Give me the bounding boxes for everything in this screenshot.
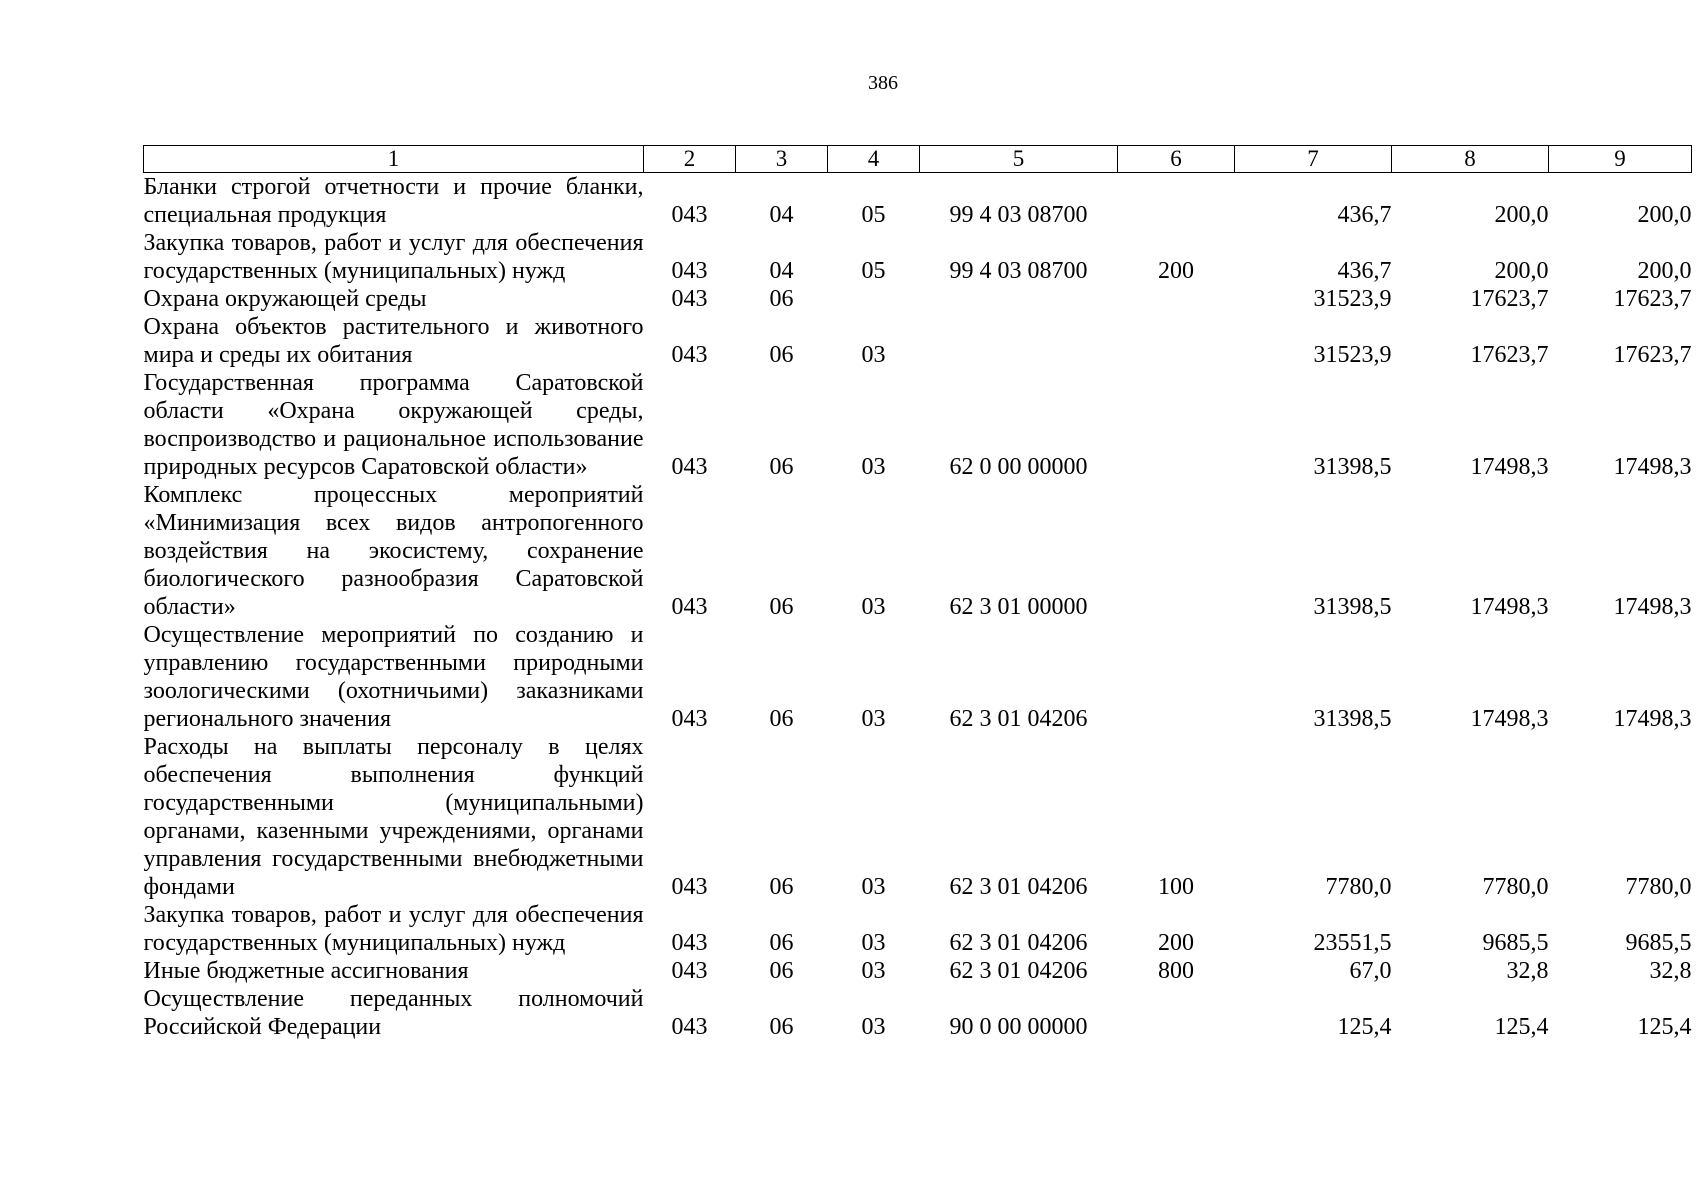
code-section: 06: [769, 1014, 794, 1040]
code-ministry: 043: [671, 930, 708, 956]
item-name: Закупка товаров, работ и услуг для обеспечения государственных (муниципальных) нужд: [143, 902, 644, 956]
amount-col7: 23551,5: [1313, 930, 1392, 956]
item-name: Закупка товаров, работ и услуг для обеспечения государственных (муниципальных) нужд: [143, 230, 644, 284]
amount-col7: 67,0: [1349, 958, 1392, 984]
amount-col7: 31523,9: [1313, 286, 1392, 312]
header-cell: 7: [1235, 146, 1392, 173]
amount-col9: 17623,7: [1613, 342, 1692, 368]
amount-col7: 436,7: [1337, 202, 1392, 228]
code-expense-type: [1118, 481, 1235, 621]
code-ministry: 043: [671, 258, 708, 284]
item-name: Государственная программа Саратовской области «Охрана окружающей среды, воспроизводство и рациональное использование природных ресурсов Саратовской области»: [143, 370, 644, 480]
code-expense-type: [1118, 985, 1235, 1041]
amount-col9: 17498,3: [1613, 706, 1692, 732]
code-expense-type: 800: [1158, 958, 1194, 984]
header-cell: 9: [1549, 146, 1692, 173]
amount-col8: 17498,3: [1470, 594, 1549, 620]
code-target-article: 62 3 01 04206: [949, 874, 1088, 900]
code-subsection: 03: [861, 342, 886, 368]
amount-col8: 7780,0: [1482, 874, 1549, 900]
header-row: [144, 146, 1692, 173]
table-row: [144, 481, 1692, 621]
amount-col7: 31398,5: [1313, 454, 1392, 480]
budget-table: [143, 145, 1692, 1041]
code-subsection: 05: [861, 258, 886, 284]
amount-col7: 436,7: [1337, 258, 1392, 284]
code-expense-type: [1118, 285, 1235, 313]
table-row: [144, 621, 1692, 733]
table-row: [144, 173, 1692, 230]
code-ministry: 043: [671, 1014, 708, 1040]
code-ministry: 043: [671, 202, 708, 228]
header-cell: 5: [920, 146, 1118, 173]
amount-col8: 32,8: [1506, 958, 1549, 984]
amount-col9: 32,8: [1649, 958, 1692, 984]
table-row: [144, 369, 1692, 481]
code-subsection: 03: [861, 874, 886, 900]
code-target-article: 62 3 01 04206: [949, 706, 1088, 732]
amount-col8: 9685,5: [1482, 930, 1549, 956]
amount-col7: 31398,5: [1313, 706, 1392, 732]
table-row: [144, 985, 1692, 1041]
amount-col9: 9685,5: [1625, 930, 1692, 956]
code-ministry: 043: [671, 594, 708, 620]
amount-col8: 17623,7: [1470, 286, 1549, 312]
code-target-article: 90 0 00 00000: [949, 1014, 1088, 1040]
amount-col9: 200,0: [1637, 202, 1692, 228]
header-cell: 2: [644, 146, 736, 173]
code-target-article: 99 4 03 08700: [949, 258, 1088, 284]
amount-col9: 17623,7: [1613, 286, 1692, 312]
code-section: 06: [769, 958, 794, 984]
amount-col7: 31523,9: [1313, 342, 1392, 368]
code-expense-type: [1118, 369, 1235, 481]
header-cell: 4: [828, 146, 920, 173]
table-body: [144, 173, 1692, 1042]
header-cell: 8: [1392, 146, 1549, 173]
code-subsection: 03: [861, 930, 886, 956]
code-expense-type: [1118, 313, 1235, 369]
code-section: 06: [769, 594, 794, 620]
code-target-article: [920, 285, 1118, 313]
amount-col8: 17498,3: [1470, 706, 1549, 732]
amount-col8: 200,0: [1494, 202, 1549, 228]
table-row: [144, 285, 1692, 313]
code-section: 06: [769, 930, 794, 956]
code-subsection: 03: [861, 706, 886, 732]
code-subsection: 05: [861, 202, 886, 228]
table-row: [144, 313, 1692, 369]
table-row: [144, 901, 1692, 957]
amount-col8: 125,4: [1494, 1014, 1549, 1040]
code-target-article: 62 3 01 04206: [949, 930, 1088, 956]
code-section: 06: [769, 454, 794, 480]
code-target-article: 62 0 00 00000: [949, 454, 1088, 480]
code-section: 06: [769, 706, 794, 732]
code-ministry: 043: [671, 286, 708, 312]
code-expense-type: 100: [1158, 874, 1194, 900]
amount-col7: 7780,0: [1325, 874, 1392, 900]
code-subsection: [828, 285, 920, 313]
header-cell: 1: [144, 146, 644, 173]
amount-col9: 200,0: [1637, 258, 1692, 284]
code-subsection: 03: [861, 1014, 886, 1040]
item-name: Охрана окружающей среды: [143, 286, 427, 312]
code-target-article: 62 3 01 00000: [949, 594, 1088, 620]
code-subsection: 03: [861, 454, 886, 480]
code-ministry: 043: [671, 454, 708, 480]
code-expense-type: [1118, 621, 1235, 733]
item-name: Осуществление переданных полномочий Российской Федерации: [143, 986, 644, 1040]
code-ministry: 043: [671, 874, 708, 900]
amount-col9: 125,4: [1637, 1014, 1692, 1040]
table-row: [144, 733, 1692, 901]
item-name: Бланки строгой отчетности и прочие бланки, специальная продукция: [143, 174, 644, 228]
table-row: [144, 957, 1692, 985]
amount-col8: 200,0: [1494, 258, 1549, 284]
code-section: 06: [769, 874, 794, 900]
item-name: Охрана объектов растительного и животного мира и среды их обитания: [143, 314, 644, 368]
item-name: Осуществление мероприятий по созданию и управлению государственными природными зоологическими (охотничьими) заказниками регионального значения: [143, 622, 644, 732]
code-ministry: 043: [671, 706, 708, 732]
code-target-article: 62 3 01 04206: [949, 958, 1088, 984]
code-target-article: [920, 313, 1118, 369]
code-ministry: 043: [671, 958, 708, 984]
code-ministry: 043: [671, 342, 708, 368]
item-name: Расходы на выплаты персоналу в целях обеспечения выполнения функций государственными (муниципальными) органами, казенными учреждениями, органами управления государственными внебюджетными фондами: [143, 734, 644, 900]
code-section: 06: [769, 342, 794, 368]
code-section: 04: [769, 258, 794, 284]
code-subsection: 03: [861, 594, 886, 620]
amount-col9: 17498,3: [1613, 454, 1692, 480]
table-row: [144, 229, 1692, 285]
code-section: 04: [769, 202, 794, 228]
item-name: Комплекс процессных мероприятий «Минимизация всех видов антропогенного воздействия на экосистему, сохранение биологического разнообразия Саратовской области»: [143, 482, 644, 620]
amount-col7: 125,4: [1337, 1014, 1392, 1040]
amount-col9: 7780,0: [1625, 874, 1692, 900]
amount-col7: 31398,5: [1313, 594, 1392, 620]
header-cell: 6: [1118, 146, 1235, 173]
code-section: 06: [769, 286, 794, 312]
code-expense-type: 200: [1158, 930, 1194, 956]
item-name: Иные бюджетные ассигнования: [143, 958, 469, 984]
code-expense-type: [1118, 173, 1235, 230]
page-number: 386: [868, 72, 898, 94]
code-target-article: 99 4 03 08700: [949, 202, 1088, 228]
code-subsection: 03: [861, 958, 886, 984]
amount-col9: 17498,3: [1613, 594, 1692, 620]
code-expense-type: 200: [1158, 258, 1194, 284]
amount-col8: 17498,3: [1470, 454, 1549, 480]
amount-col8: 17623,7: [1470, 342, 1549, 368]
header-cell: 3: [736, 146, 828, 173]
